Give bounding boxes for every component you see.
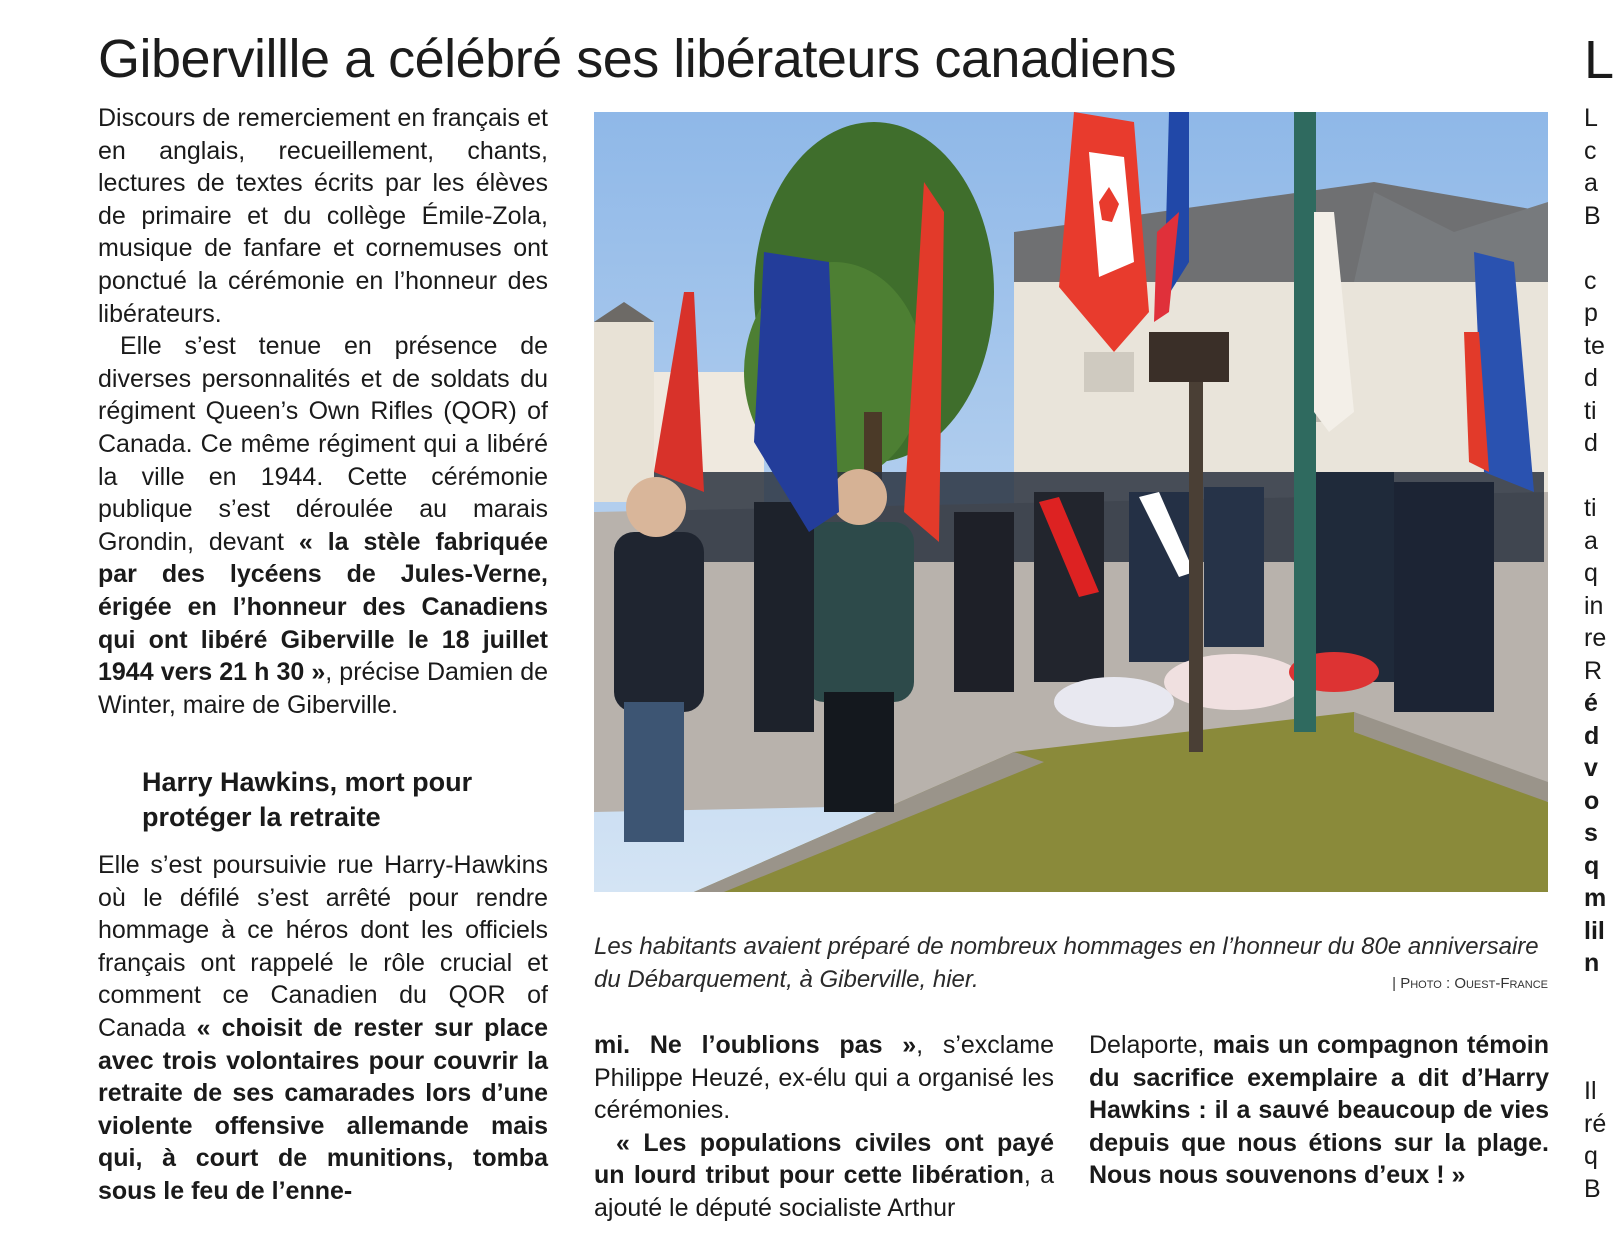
paragraph-6 <box>1089 1029 1549 1192</box>
paragraph-2-text: Elle s’est tenue en présence de diverses personnalités et de soldats du régiment Queen’s Own Rifles (QOR) of Canada. Ce même régiment qui a libéré la ville en 1944. Cette cérémonie publique s’est déroulée au marais Grondin, devant <box>98 332 548 556</box>
article-column-3 <box>1089 1029 1549 1192</box>
edge-fragment: B <box>1584 202 1601 230</box>
paragraph-5-text: , a ajouté le député socialiste Arthur <box>594 1161 1054 1222</box>
ceremony-illustration <box>594 112 1548 892</box>
paragraph-3-quote: « choisit de rester sur place avec trois volontaires pour couvrir la retraite de ses camarades lors d’une violente offensive allemande mais qui, à court de munitions, tomba sous le feu de l’enne- <box>98 1013 548 1205</box>
wreath <box>1054 677 1174 727</box>
edge-fragment: c <box>1584 137 1597 165</box>
edge-fragment: ti <box>1584 397 1597 425</box>
veteran <box>804 522 914 702</box>
ceremony-photo <box>594 112 1548 892</box>
edge-fragment: L <box>1584 104 1598 132</box>
article-column-2 <box>594 1029 1054 1225</box>
edge-fragment: lil <box>1584 917 1605 945</box>
headline: Gibervillle a célébré ses libérateurs canadiens <box>98 29 1177 89</box>
edge-fragment: é <box>1584 689 1598 717</box>
edge-fragment: s <box>1584 819 1598 847</box>
edge-fragment: re <box>1584 624 1607 652</box>
edge-fragment: in <box>1584 592 1604 620</box>
flagpole <box>1294 112 1316 732</box>
paragraph-1: Discours de remerciement en français et en anglais, recueillement, chants, lectures de textes écrits par les élèves de primaire et du collège Émile-Zola, musique de fanfare et cornemuses ont ponctué la cérémonie en l’honneur des libérateurs. <box>98 104 548 328</box>
paragraph-5 <box>594 1127 1054 1225</box>
edge-fragment: q <box>1584 559 1598 587</box>
paragraph-3 <box>98 849 548 1208</box>
edge-fragment: L <box>1584 30 1614 90</box>
edge-fragment: a <box>1584 527 1598 555</box>
edge-fragment: d <box>1584 722 1600 750</box>
edge-fragment: n <box>1584 949 1600 977</box>
flag-bearer-1 <box>614 532 704 712</box>
edge-fragment: R <box>1584 657 1603 685</box>
paragraph-6-text: Delaporte, <box>1089 1031 1213 1059</box>
edge-fragment: q <box>1584 852 1600 880</box>
edge-fragment: m <box>1584 884 1607 912</box>
subheading: Harry Hawkins, mort pour protéger la retraite <box>142 767 473 832</box>
photo-caption: Les habitants avaient préparé de nombreux hommages en l’honneur du 80e anniversaire du Débarquement, à Giberville, hier. <box>594 933 1539 993</box>
paragraph-4-text: , s’exclame Philippe Heuzé, ex-élu qui a organisé les cérémonies. <box>594 1031 1054 1125</box>
edge-fragment: c <box>1584 267 1597 295</box>
edge-fragment: d <box>1584 364 1598 392</box>
photo-credit: | Photo : Ouest-France <box>1392 975 1548 992</box>
edge-fragment: te <box>1584 332 1605 360</box>
edge-fragment: v <box>1584 754 1598 782</box>
building-left <box>594 322 654 502</box>
edge-fragment: q <box>1584 1142 1598 1170</box>
paragraph-2-tail: , précise Damien de Winter, maire de Giberville. <box>98 658 549 719</box>
edge-fragment: o <box>1584 787 1600 815</box>
edge-fragment: ré <box>1584 1110 1607 1138</box>
paragraph-6-quote: mais un compagnon témoin du sacrifice exemplaire a dit d’Harry Hawkins : il a sauvé beaucoup de vies depuis que nous étions sur la plage. Nous nous souvenons d’eux ! » <box>1089 1031 1549 1190</box>
edge-fragment: Il <box>1584 1077 1597 1105</box>
paragraph-5-quote: « Les populations civiles ont payé un lourd tribut pour cette libération <box>594 1128 1054 1190</box>
paragraph-4 <box>594 1029 1054 1127</box>
article-column-1-continued <box>98 849 548 1208</box>
edge-fragment: d <box>1584 429 1598 457</box>
paragraph-2-quote: « la stèle fabriquée par des lycéens de Jules-Verne, érigée en l’honneur des Canadiens qui ont libéré Giberville le 18 juillet 1944 vers 21 h 30 » <box>98 527 548 687</box>
adjacent-article-edge <box>1584 0 1614 1242</box>
edge-fragment: ti <box>1584 494 1597 522</box>
paragraph-3-text: Elle s’est poursuivie rue Harry-Hawkins où le défilé s’est arrêté pour rendre hommage à ce héros dont les officiels français ont rappelé le rôle crucial et comment ce Canadien du QOR of Canada <box>98 851 548 1042</box>
paragraph-2 <box>98 330 548 721</box>
edge-fragment: a <box>1584 169 1598 197</box>
paragraph-4-quote: mi. Ne l’oublions pas » <box>594 1031 917 1059</box>
article-column-1 <box>98 102 548 721</box>
edge-fragment: p <box>1584 299 1598 327</box>
edge-fragment: B <box>1584 1175 1601 1203</box>
stele-post <box>1189 332 1203 752</box>
